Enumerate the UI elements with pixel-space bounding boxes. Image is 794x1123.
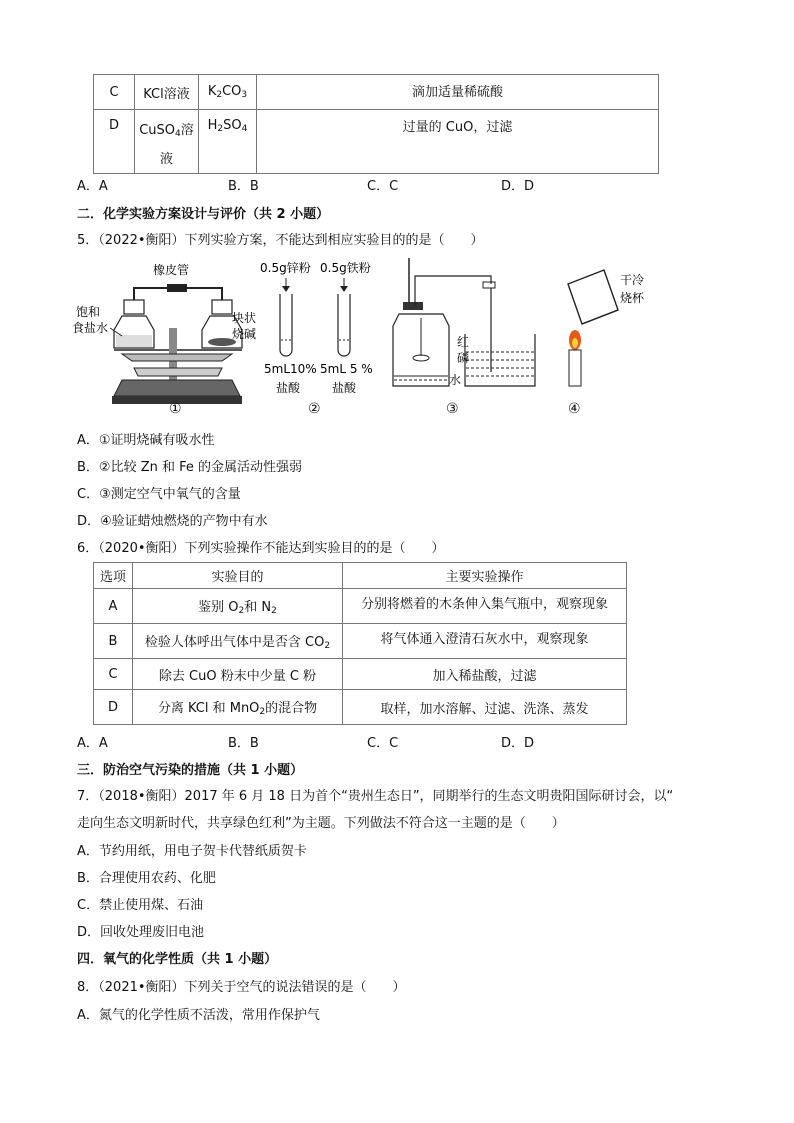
cell-option: B [94,624,133,659]
balance-apparatus-figure [72,258,257,418]
table-row [94,659,627,690]
q7-option-c: C．禁止使用煤、石油 [77,898,204,913]
candle-figure [548,264,658,394]
cell-method: 滴加适量稀硫酸 [257,75,659,110]
fig3-label-r3: 水 [449,373,462,387]
table-row [94,690,627,725]
fig2-number: ② [308,401,321,417]
fig4-label-l2: 烧杯 [620,291,645,305]
q6-option-c: C．C [367,736,399,751]
q5-option-c: C．③测定空气中氧气的含量 [77,487,241,502]
cell-impurity: $H_2SO_4$ [199,110,257,174]
q6-option-a: A．A [77,736,108,751]
q6-option-b: B．B [228,736,259,751]
q7-stem-line1: 7．（2018•衡阳）2017 年 6 月 18 日为首个“贵州生态日”，同期举行的生态文明贵阳国际研讨会，以“ [77,789,674,804]
fig1-number: ① [169,401,182,417]
fig3-number: ③ [446,401,459,417]
section-title-3: 三．防治空气污染的措施（共 1 小题） [77,763,304,778]
q6-option-d: D．D [501,736,535,751]
table-q4 [93,74,659,174]
fig2-label-top2: 0.5g铁粉 [320,261,371,275]
table-row [94,110,659,174]
q4-option-c: C．C [367,179,399,194]
section-title-4: 四．氧气的化学性质（共 1 小题） [77,952,278,967]
fig3-label-r2: 磷 [457,351,470,365]
fig1-label-right2: 烧碱 [232,327,257,341]
q7-option-b: B．合理使用农药、化肥 [77,871,216,886]
q7-option-d: D．回收处理废旧电池 [77,925,205,940]
cell-goal: 鉴别 $O_2$和 $N_2$ [133,589,343,624]
fig4-label-l1: 干冷 [620,273,645,287]
cell-operation: 加入稀盐酸，过滤 [343,659,627,690]
cell-option: D [94,690,133,725]
fig1-label-left2: 食盐水 [72,321,109,335]
fig1-label-right1: 块状 [232,311,257,325]
table-row [94,589,627,624]
cell-operation: 取样，加水溶解、过滤、洗涤、蒸发 [343,690,627,725]
fig2-label-b1: 5mL10% [264,362,317,376]
header-operation: 主要实验操作 [343,563,627,589]
cell-operation: 将气体通入澄清石灰水中，观察现象 [343,624,627,659]
fig2-label-b2: 5mL 5 % [320,362,373,376]
q4-option-a: A．A [77,179,108,194]
cell-label: D [94,110,135,174]
header-option: 选项 [94,563,133,589]
header-goal: 实验目的 [133,563,343,589]
oxygen-measurement-figure [385,254,545,394]
q5-stem: 5．（2022•衡阳）下列实验方案，不能达到相应实验目的的是（ ） [77,233,484,248]
cell-label: C [94,75,135,110]
fig1-label-left1: 饱和 [76,305,101,319]
cell-solution: CuSO$_4$溶 液 [135,110,199,174]
q4-option-d: D．D [501,179,535,194]
cell-goal: 除去 CuO 粉末中少量 C 粉 [133,659,343,690]
table-q6 [93,562,627,725]
fig2-label-c2: 盐酸 [332,381,357,395]
fig1-label-tube: 橡皮管 [153,263,190,277]
q5-option-a: A．①证明烧碱有吸水性 [77,433,215,448]
cell-goal: 分离 KCl 和 MnO$_2$的混合物 [133,690,343,725]
q5-option-d: D．④验证蜡烛燃烧的产物中有水 [77,514,268,529]
cell-impurity: $K_2CO_3$ [199,75,257,110]
q7-stem-line2: 走向生态文明新时代，共享绿色红利”为主题。下列做法不符合这一主题的是（ ） [77,816,565,831]
fig4-number: ④ [568,401,581,417]
q7-option-a: A．节约用纸，用电子贺卡代替纸质贺卡 [77,844,307,859]
q8-option-a: A．氮气的化学性质不活泼，常用作保护气 [77,1008,320,1023]
table-row [94,624,627,659]
q6-stem: 6．（2020•衡阳）下列实验操作不能达到实验目的的是（ ） [77,541,445,556]
fig2-label-top1: 0.5g锌粉 [260,261,311,275]
cell-option: A [94,589,133,624]
q8-stem: 8．（2021•衡阳）下列关于空气的说法错误的是（ ） [77,980,406,995]
test-tubes-figure [258,258,378,398]
cell-goal: 检验人体呼出气体中是否含 $CO_2$ [133,624,343,659]
cell-solution: KCl溶液 [135,75,199,110]
q4-option-b: B．B [228,179,259,194]
q5-option-b: B．②比较 Zn 和 Fe 的金属活动性强弱 [77,460,303,475]
fig2-label-c1: 盐酸 [276,381,301,395]
section-title-2: 二．化学实验方案设计与评价（共 2 小题） [77,207,330,222]
cell-option: C [94,659,133,690]
table-header-row [94,563,627,589]
cell-operation: 分别将燃着的木条伸入集气瓶中，观察现象 [343,589,627,624]
table-row [94,75,659,110]
cell-method: 过量的 CuO，过滤 [257,110,659,174]
fig3-label-r1: 红 [457,335,470,349]
